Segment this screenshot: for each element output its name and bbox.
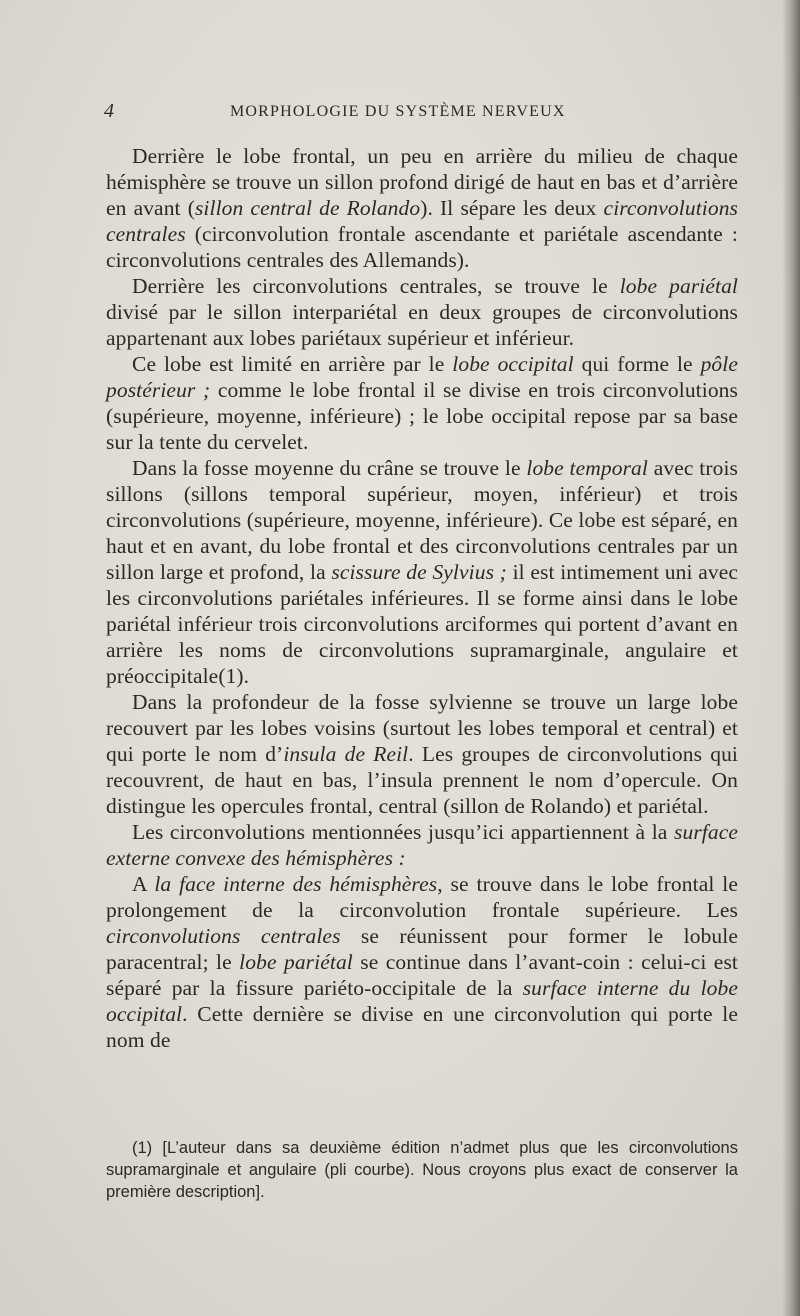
footnote	[106, 1137, 738, 1203]
page-edge-shadow	[782, 0, 800, 1316]
italic-term: la face interne des hémisphères	[154, 872, 438, 896]
text-run: avec trois sillons (sillons temporal supérieur, moyen, inférieur) et trois circonvolutions (supérieure, moyenne, inférieure). Ce lobe est séparé, en haut et en avant, du lobe frontal et des circonvolutions centrales par un sillon large et profond, la	[106, 456, 738, 584]
italic-term: lobe temporal	[526, 456, 648, 480]
text-run: divisé par le sillon interpariétal en deux groupes de circonvolutions appartenant aux lobes pariétaux supérieur et inférieur.	[106, 300, 738, 350]
italic-term: lobe pariétal	[239, 950, 353, 974]
text-run: se réunissent pour former le lobule paracentral; le	[106, 924, 738, 974]
text-run: , se trouve dans le lobe frontal le prolongement de la circonvolution frontale supérieure. Les	[106, 872, 739, 922]
text-run: Les circonvolutions mentionnées jusqu’ici appartiennent à la	[132, 820, 674, 844]
footnote-text: (1) [L’auteur dans sa deuxième édition n’admet plus que les circonvolutions supramarginale et angulaire (pli courbe). Nous croyons plus exact de conserver la première description].	[106, 1139, 738, 1201]
italic-term: lobe pariétal	[619, 274, 738, 298]
page-number: 4	[104, 100, 115, 122]
text-run: il est intimement uni avec les circonvolutions pariétales inférieures. Il se forme ainsi dans le lobe pariétal inférieur trois circonvolutions arciformes qui portent d’avant en arrière les noms de circonvolutions supramarginale, angulaire et préoccipitale(1).	[106, 560, 738, 688]
paragraph	[106, 143, 738, 273]
text-run: . Les groupes de circonvolutions qui recouvrent, de haut en bas, l’insula prennent le nom d’opercule. On distingue les opercules frontal, central (sillon de Rolando) et pariétal.	[106, 742, 738, 818]
body-text	[106, 143, 738, 1053]
italic-term: pôle postérieur ;	[106, 352, 738, 402]
text-run: Derrière le lobe frontal, un peu en arrière du milieu de chaque hémisphère se trouve un sillon profond dirigé de haut en bas et d’arrière en avant (	[106, 144, 738, 220]
paragraph	[106, 689, 738, 819]
italic-term: surface externe convexe des hémisphères :	[106, 820, 738, 870]
text-run: qui forme le	[573, 352, 701, 376]
text-run: Ce lobe est limité en arrière par le	[132, 352, 453, 376]
text-run: Derrière les circonvolutions centrales, se trouve le	[132, 274, 620, 298]
text-run: A	[132, 872, 155, 896]
italic-term: circonvolutions centrales	[106, 196, 739, 246]
text-run: ). Il sépare les deux	[420, 196, 604, 220]
paragraph	[106, 273, 738, 351]
paragraph	[106, 819, 738, 871]
running-header	[104, 100, 614, 128]
italic-term: sillon central de Rolando	[194, 196, 421, 220]
text-run: . Cette dernière se divise en une circonvolution qui porte le nom de	[106, 1002, 738, 1052]
text-run: comme le lobe frontal il se divise en trois circonvolutions (supérieure, moyenne, inférieure) ; le lobe occipital repose par sa base sur la tente du cervelet.	[106, 378, 739, 454]
text-run: (circonvolution frontale ascendante et pariétale ascendante : circonvolutions centrales des Allemands).	[106, 222, 738, 272]
italic-term: surface interne du lobe occipital	[106, 976, 738, 1026]
italic-term: scissure de Sylvius ;	[331, 560, 507, 584]
text-run: se continue dans l’avant-coin : celui-ci est séparé par la fissure pariéto-occipitale de la	[106, 950, 738, 1000]
running-title: MORPHOLOGIE DU SYSTÈME NERVEUX	[230, 103, 566, 120]
text-run: Dans la profondeur de la fosse sylvienne se trouve un large lobe recouvert par les lobes voisins (surtout les lobes temporal et central) et qui porte le nom d’	[106, 690, 738, 766]
italic-term: circonvolutions centrales	[106, 924, 341, 948]
italic-term: lobe occipital	[452, 352, 574, 376]
paragraph	[106, 351, 738, 455]
paragraph	[106, 871, 738, 1053]
paragraph	[106, 455, 738, 689]
text-run: Dans la fosse moyenne du crâne se trouve le	[132, 456, 527, 480]
italic-term: insula de Reil	[283, 742, 409, 766]
